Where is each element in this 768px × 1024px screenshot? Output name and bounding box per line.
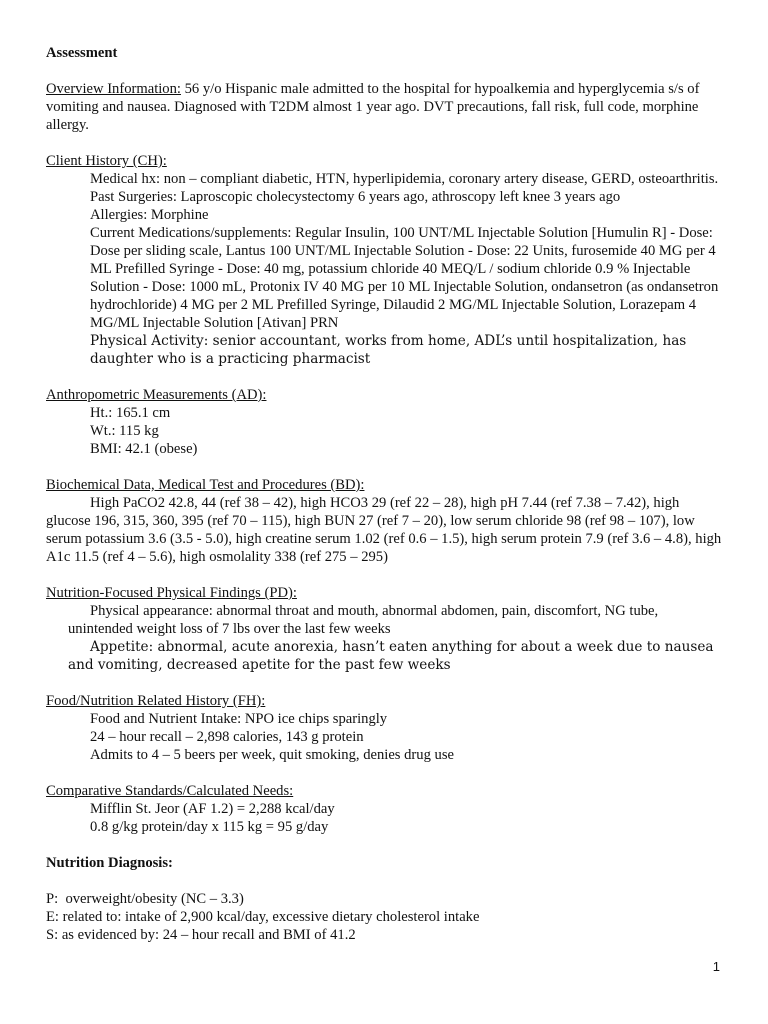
overview-section	[46, 80, 722, 134]
nutrition-diagnosis-heading: Nutrition Diagnosis:	[46, 855, 173, 871]
nutrition-physical-section	[46, 584, 722, 674]
overview-text: 56 y/o Hispanic male admitted to the hospital for hypoalkemia and hyperglycemia s/s of vomiting and nausea. Diagnosed with T2DM almost 1 year ago. DVT precautions, fall risk, full code, morphine allergy.	[46, 81, 700, 133]
allergies: Allergies: Morphine	[90, 207, 209, 223]
mifflin-value: Mifflin St. Jeor (AF 1.2) = 2,288 kcal/day	[90, 801, 335, 817]
bmi-value: BMI: 42.1 (obese)	[90, 441, 198, 457]
physical-appearance: Physical appearance: abnormal throat and mouth, abnormal abdomen, pain, discomfort, NG tube, unintended weight loss of 7 lbs over the last few weeks	[68, 603, 659, 637]
overview-label: Overview Information:	[46, 81, 181, 97]
protein-value: 0.8 g/kg protein/day x 115 kg = 95 g/day	[90, 819, 329, 835]
food-history-label: Food/Nutrition Related History (FH):	[46, 693, 266, 709]
anthropometric-section	[46, 386, 722, 458]
anthropometric-label: Anthropometric Measurements (AD):	[46, 387, 267, 403]
past-surgeries: Past Surgeries: Laproscopic cholecystectomy 6 years ago, athroscopy left knee 3 years ago	[90, 189, 621, 205]
biochemical-label: Biochemical Data, Medical Test and Procedures (BD):	[46, 477, 365, 493]
assessment-heading: Assessment	[46, 45, 118, 61]
diagnosis-p: P: overweight/obesity (NC – 3.3)	[46, 891, 244, 907]
comparative-section	[46, 782, 722, 836]
height-value: Ht.: 165.1 cm	[90, 405, 171, 421]
food-admits: Admits to 4 – 5 beers per week, quit smoking, denies drug use	[90, 747, 454, 763]
appetite: Appetite: abnormal, acute anorexia, hasn’t eaten anything for about a week due to nausea and vomiting, decreased apetite for the past few weeks	[68, 639, 714, 673]
diagnosis-section	[46, 890, 722, 944]
diagnosis-e: E: related to: intake of 2,900 kcal/day, excessive dietary cholesterol intake	[46, 909, 480, 925]
nutrition-physical-label: Nutrition-Focused Physical Findings (PD):	[46, 585, 297, 601]
current-medications: Current Medications/supplements: Regular Insulin, 100 UNT/ML Injectable Solution [Humulin R] - Dose: Dose per sliding scale, Lantus 100 UNT/ML Injectable Solution - Dose: 22 Units, furosemide 40 MG per 4 ML Prefilled Syringe - Dose: 40 mg, potassium chloride 40 MEQ/L / sodium chloride 0.9 % Injectable Solution - Dose: 1000 mL, Protonix IV 40 MG per 10 ML Injectable Solution, ondansetron (as ondansetron hydrochloride) 4 MG per 2 ML Prefilled Syringe, Dilaudid 2 MG/ML Injectable Solution, Lorazepam 4 MG/ML Injectable Solution [Ativan] PRN	[90, 225, 719, 331]
food-history-section	[46, 692, 722, 764]
physical-activity: Physical Activity: senior accountant, works from home, ADL’s until hospitalization, has daughter who is a practicing pharmacist	[90, 333, 687, 367]
biochemical-text: High PaCO2 42.8, 44 (ref 38 – 42), high HCO3 29 (ref 22 – 28), high pH 7.44 (ref 7.38 – 7.42), high glucose 196, 315, 360, 395 (ref 70 – 115), high BUN 27 (ref 7 – 20), low serum chloride 98 (ref 98 – 107), low serum potassium 3.6 (3.5 - 5.0), high creatine serum 1.02 (ref 0.6 – 1.5), high serum protein 7.9 (ref 3.6 – 4.8), high A1c 11.5 (ref 4 – 5.6), high osmolality 338 (ref 275 – 295)	[46, 495, 722, 565]
client-history-label: Client History (CH):	[46, 153, 167, 169]
weight-value: Wt.: 115 kg	[90, 423, 159, 439]
page-number: 1	[712, 959, 720, 974]
medical-hx: Medical hx: non – compliant diabetic, HTN, hyperlipidemia, coronary artery disease, GERD, osteoarthritis.	[90, 171, 719, 187]
comparative-label: Comparative Standards/Calculated Needs:	[46, 783, 294, 799]
food-intake: Food and Nutrient Intake: NPO ice chips sparingly	[90, 711, 388, 727]
client-history-section	[46, 152, 722, 368]
food-recall: 24 – hour recall – 2,898 calories, 143 g protein	[90, 729, 364, 745]
diagnosis-s: S: as evidenced by: 24 – hour recall and BMI of 41.2	[46, 927, 356, 943]
biochemical-section	[46, 476, 722, 566]
document-page	[46, 44, 722, 944]
